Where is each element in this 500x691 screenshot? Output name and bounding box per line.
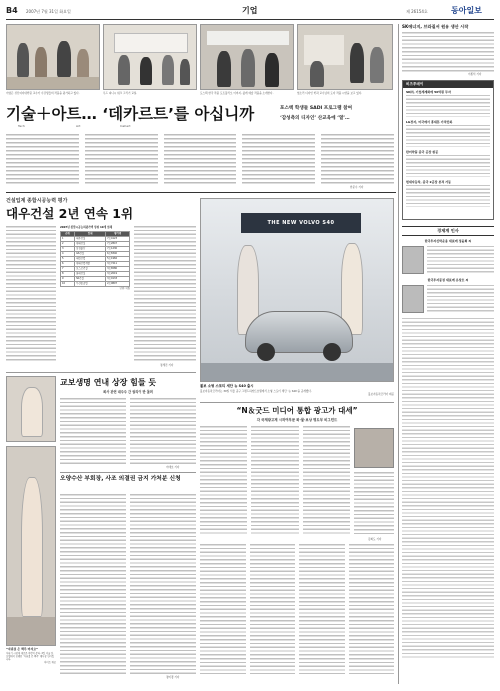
company-cell: 삼성물산: [75, 246, 106, 251]
car-caption-box: [200, 384, 394, 396]
company-cell: 대우건설: [75, 236, 106, 241]
car-caption-text: 볼보자동차코리아는 30일 서울 중구 그랜드하얏트호텔에서 소형 스포티 세단 ‘뉴 S40’을 공개했다.: [200, 389, 312, 393]
main-kicker: 건설업계 종합시공능력 평가: [6, 198, 68, 204]
rank-cell: 1: [61, 236, 75, 241]
issue-date: 2007년 7월 31일 화요일: [26, 9, 71, 14]
newspaper-logo: 동아일보: [451, 5, 482, 15]
rank-cell: 5: [61, 256, 75, 261]
page-header: [6, 4, 494, 20]
ad-photo: [354, 428, 394, 468]
issue-number: 제 26154호: [406, 9, 428, 14]
ad-headline: “N＆굿드 미디어 통합 광고가 대세”: [236, 406, 358, 415]
amount-cell: 6조8340: [106, 251, 130, 256]
main-byline: 정세진 기자: [160, 364, 174, 367]
photo-caption-1: 이영은 성신여자대학원 교수가 수강생들의 작품을 평가하고 있다.: [6, 92, 80, 95]
briefs-title: 비즈투데이: [403, 81, 493, 88]
right-byline: 이종석 기자: [468, 73, 482, 76]
rank-cell: 2: [61, 241, 75, 246]
ipo-photo: [6, 376, 56, 442]
ad-sub: 각 국제광고제 시작여부문 화·물·보상 명도부 비그런드: [256, 418, 338, 422]
rank-cell: 3: [61, 246, 75, 251]
sub-inshart: Inshart: [120, 124, 131, 128]
divider-mid: [200, 402, 394, 403]
quote-caption-title: “자판결 은 맥주 마셔요”: [6, 647, 38, 651]
brief-2-title: LG전자, 미국에서 휴대폰 가격인하: [406, 119, 453, 124]
car-photo: [200, 198, 394, 382]
company-cell: 두산중공업: [75, 281, 106, 286]
amount-cell: 3조7211: [106, 261, 130, 266]
business-briefs: [402, 80, 494, 220]
company-cell: 롯데건설: [75, 271, 106, 276]
ipo-headline: 교보생명 연내 상장 힘들 듯: [60, 378, 157, 387]
price-byline: 정미경 기자: [166, 676, 180, 679]
price-body: [60, 494, 196, 674]
section-divider: [6, 192, 396, 193]
rank-cell: 7: [61, 266, 75, 271]
feature-deck: [280, 106, 394, 122]
ad-body: [200, 426, 350, 536]
right-headline: SK에너지, 브라질서 원유 생산 시작: [402, 24, 469, 29]
rank-cell: 4: [61, 251, 75, 256]
company-cell: SK건설: [75, 276, 106, 281]
photo-caption-2: 우드 피니시 워크 그리기 교실.: [103, 92, 138, 95]
car-wheel-right: [323, 343, 341, 361]
divider-left-1: [6, 372, 196, 373]
main-headline: 대우건설 2년 연속 1위: [6, 206, 134, 221]
col-company: 업체: [75, 231, 106, 236]
sub-tech: Tech: [18, 124, 25, 128]
car-banner: THE NEW VOLVO S40: [241, 213, 361, 233]
ad-byline: 김희도 기자: [368, 538, 382, 541]
rank-cell: 6: [61, 261, 75, 266]
sub-art: Art: [76, 124, 81, 128]
rank-cell: 8: [61, 271, 75, 276]
amount-cell: 2조9807: [106, 281, 130, 286]
ad-body-lower: [200, 544, 394, 674]
car-caption-credit: 볼보자동차코리아 제공: [368, 392, 394, 396]
amount-cell: 7조2847: [106, 241, 130, 246]
ipo-body: [60, 398, 196, 464]
rank-table-unit: 단위: 억원: [119, 286, 130, 290]
rank-table-title: 2007년 종합시공능력평가액 상위 10개 업체: [60, 226, 113, 229]
company-cell: 포스코건설: [75, 266, 106, 271]
rank-table-box: [60, 226, 130, 290]
rank-row: [61, 281, 130, 286]
ipo-sub: 회사 관련 대주주 간 권리이 반 몰려: [103, 390, 153, 394]
feature-body: [6, 134, 394, 184]
amount-cell: 5조1982: [106, 256, 130, 261]
rank-cell: 10: [61, 281, 75, 286]
car-caption-title: 볼보 소형 스포티 세단 뉴 S40 출시: [200, 384, 254, 388]
feature-headline: 기술＋아트… ‘데카르트’를 아십니까: [6, 105, 255, 123]
main-body-mid: [134, 226, 196, 362]
people-title: 경제계 인사: [402, 226, 494, 236]
page-number: B4: [6, 6, 18, 15]
right-story-body: [402, 32, 494, 72]
col-amount: 평가액: [106, 231, 130, 236]
rank-cell: 9: [61, 276, 75, 281]
people-sub-2: 한국투자증권 대표에 유상호 씨: [427, 277, 469, 282]
quote-photo: [6, 446, 56, 646]
company-cell: 현대건설: [75, 241, 106, 246]
feature-deck-line2: ‘감성측의 디자인’ 산교육에 ‘열’…: [280, 116, 350, 122]
brief-1-title: SK㈜, 기업세계화에 50억원 투자: [406, 89, 451, 94]
amount-cell: 3조6580: [106, 266, 130, 271]
quote-caption-credit: 하이트 제공: [44, 660, 56, 664]
company-cell: GS건설: [75, 251, 106, 256]
quote-caption-box: [6, 648, 56, 664]
car-wheel-left: [257, 343, 275, 361]
divider-left-2: [60, 472, 196, 473]
profile-photo-1: [402, 246, 424, 274]
brief-4-title: 현대자동차, 중국 2공장 본격 가동: [406, 179, 452, 184]
price-headline: 오양수산 부회장, 사조 의결권 금지 가처분 신청: [60, 476, 181, 482]
rank-table: [60, 231, 130, 287]
photo-caption-3: 포스텍 한국 작품 포트폴리오 이미지, 쉽게 예술 작품을 소개한다.: [200, 92, 274, 95]
feature-photo-2: [103, 24, 197, 90]
feature-byline: 한문수 기자: [350, 186, 364, 189]
profile-photo-2: [402, 285, 424, 313]
ipo-byline: 이태호 기자: [166, 466, 180, 469]
amount-cell: 3조0133: [106, 276, 130, 281]
people-section: [402, 226, 494, 684]
amount-cell: 7조1230: [106, 246, 130, 251]
section-title: 기업: [242, 6, 258, 15]
main-body-left: [6, 226, 56, 362]
brief-3-title: 한미약품 중국 공장 완공: [406, 149, 439, 154]
right-column-divider: [398, 24, 399, 684]
people-sub-1: 한국투자신탁운용 대표에 정윤회 씨: [424, 238, 472, 243]
company-cell: 현대산업개발: [75, 261, 106, 266]
quote-caption-text: 자판기 시장에 새로운 바람이 분다. 2일 서울 한 호텔에서 진행된 ‘자판결 은 맥주’ 행사장 인사입니다.: [6, 651, 54, 661]
photo-caption-4: 업소리 디자인 학과 교수님의 도자 작품 시연을 보고 있다.: [297, 92, 363, 95]
amount-cell: 7조4123: [106, 236, 130, 241]
feature-photo-1: [6, 24, 100, 90]
col-rank: 순위: [61, 231, 75, 236]
feature-photo-3: [200, 24, 294, 90]
feature-photo-4: [297, 24, 393, 90]
company-cell: 대림산업: [75, 256, 106, 261]
ad-body-right: [354, 472, 394, 536]
feature-deck-line1: 포스텍 학생들 SADI 프로그램 참여: [280, 106, 353, 111]
amount-cell: 3조2019: [106, 271, 130, 276]
